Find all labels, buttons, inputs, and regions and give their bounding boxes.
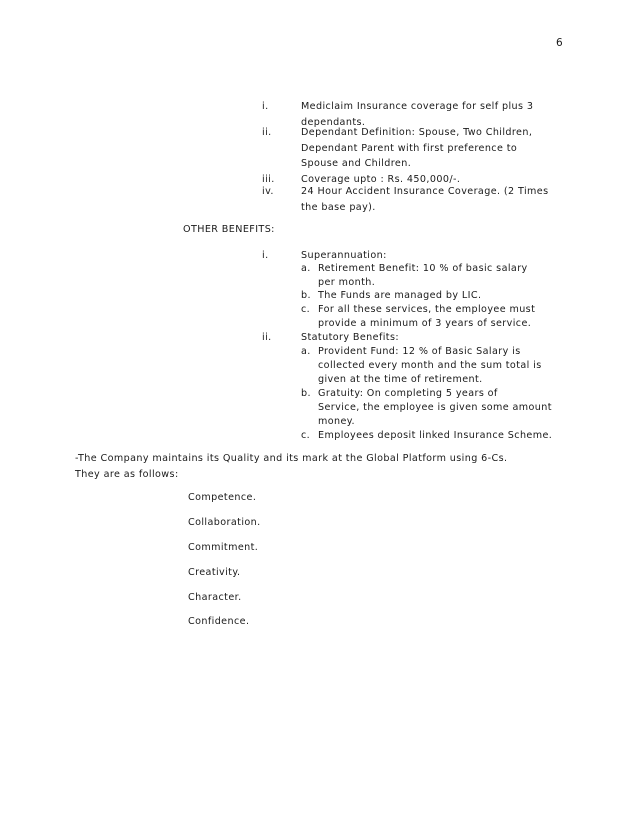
sub-item-text-line: Retirement Benefit: 10 % of basic salary: [318, 263, 528, 274]
sub-item-text-line: given at the time of retirement.: [318, 374, 483, 385]
sub-item-text-line: provide a minimum of 3 years of service.: [318, 318, 532, 329]
item-number: iv.: [262, 186, 274, 197]
six-cs-item: Commitment.: [188, 542, 259, 553]
sub-item-text-line: collected every month and the sum total is: [318, 360, 542, 371]
item-number: iii.: [262, 174, 275, 185]
six-cs-item: Character.: [188, 592, 242, 603]
sub-item-letter: c.: [301, 430, 311, 441]
item-text-line: Dependant Parent with first preference to: [301, 143, 518, 154]
sub-item-letter: b.: [301, 290, 311, 301]
item-title: Superannuation:: [301, 250, 387, 261]
six-cs-item: Competence.: [188, 492, 257, 503]
quality-paragraph-line: They are as follows:: [75, 469, 179, 480]
other-benefits-heading: OTHER BENEFITS:: [183, 224, 275, 235]
item-number: i.: [262, 250, 269, 261]
item-text-line: 24 Hour Accident Insurance Coverage. (2 Times: [301, 186, 549, 197]
sub-item-text-line: Employees deposit linked Insurance Scheme.: [318, 430, 553, 441]
six-cs-item: Collaboration.: [188, 517, 261, 528]
six-cs-item: Confidence.: [188, 616, 250, 627]
item-number: ii.: [262, 332, 272, 343]
item-text-line: Dependant Definition: Spouse, Two Children,: [301, 127, 533, 138]
sub-item-text-line: Provident Fund: 12 % of Basic Salary is: [318, 346, 521, 357]
sub-item-letter: c.: [301, 304, 311, 315]
item-number: i.: [262, 101, 269, 112]
sub-item-text-line: money.: [318, 416, 355, 427]
item-text-line: Spouse and Children.: [301, 158, 412, 169]
sub-item-text-line: For all these services, the employee must: [318, 304, 536, 315]
six-cs-item: Creativity.: [188, 567, 241, 578]
item-text-line: Coverage upto : Rs. 450,000/-.: [301, 174, 461, 185]
sub-item-letter: a.: [301, 263, 311, 274]
item-title: Statutory Benefits:: [301, 332, 399, 343]
sub-item-letter: b.: [301, 388, 311, 399]
item-text-line: dependants.: [301, 117, 366, 128]
item-text-line: Mediclaim Insurance coverage for self plus 3: [301, 101, 534, 112]
page-number: 6: [556, 37, 563, 49]
sub-item-text-line: per month.: [318, 277, 376, 288]
item-number: ii.: [262, 127, 272, 138]
sub-item-text-line: Service, the employee is given some amount: [318, 402, 552, 413]
item-text-line: the base pay).: [301, 202, 376, 213]
quality-paragraph-line: -The Company maintains its Quality and its mark at the Global Platform using 6-Cs.: [75, 453, 508, 464]
sub-item-text-line: Gratuity: On completing 5 years of: [318, 388, 498, 399]
sub-item-letter: a.: [301, 346, 311, 357]
sub-item-text-line: The Funds are managed by LIC.: [318, 290, 482, 301]
